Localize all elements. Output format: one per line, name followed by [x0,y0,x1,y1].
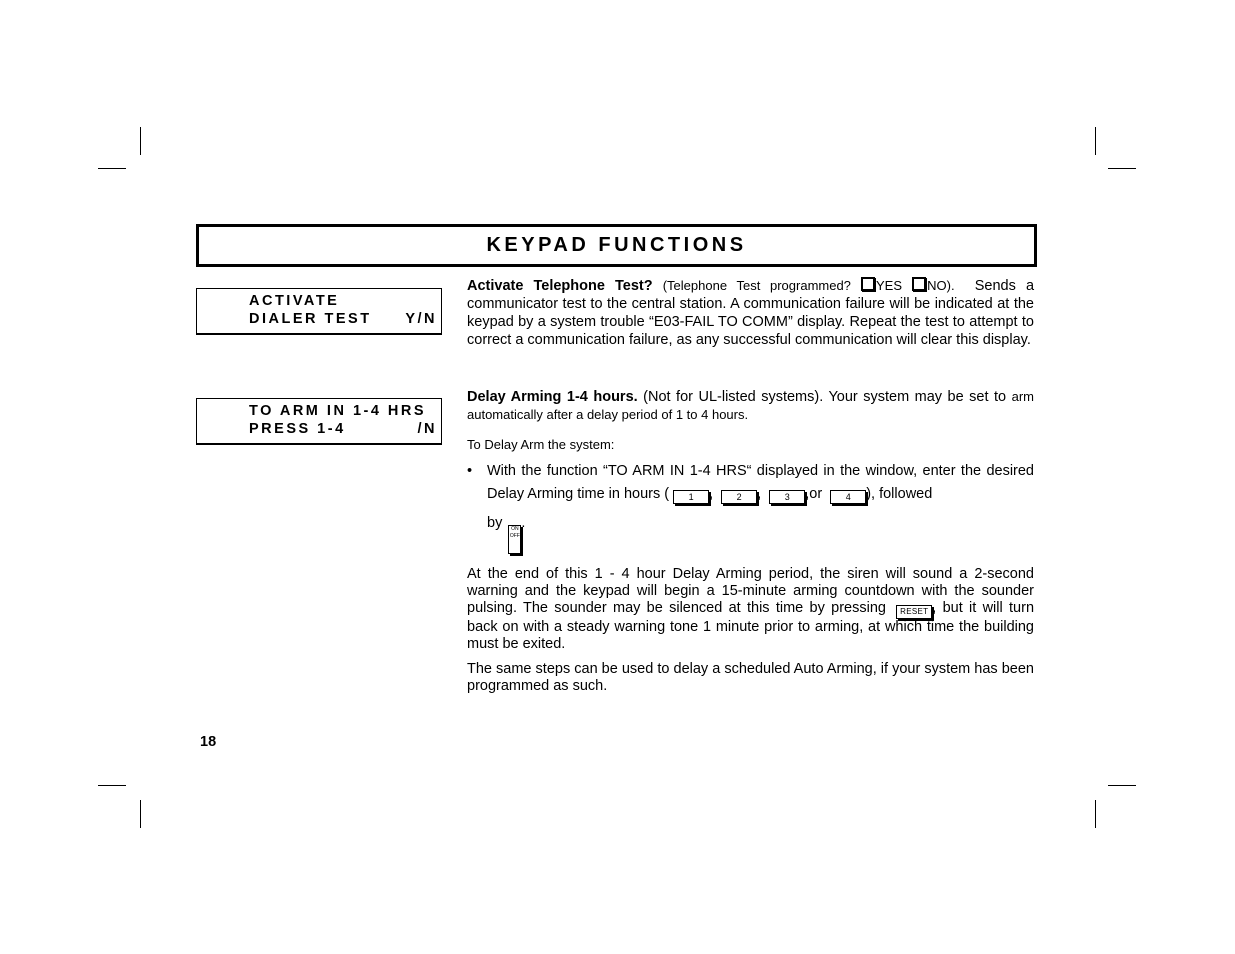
crop-mark [98,168,126,169]
lcd-display-delay-arm [196,398,442,445]
lcd-prompt: /N [417,421,437,437]
section-delay-arming [467,388,1034,554]
section-heading: Delay Arming 1-4 hours. [467,389,638,405]
body-text: With the function “TO ARM IN 1-4 HRS“ displayed in the window, enter the desired Delay Arming time in hours ( [487,463,1034,502]
body-text: ), followed [866,486,933,502]
body-text: (Not for UL-listed systems). Your system may be set to [643,389,1007,405]
crop-mark [1108,168,1136,169]
section-telephone-test [467,277,1034,349]
intro-text: To Delay Arm the system: [467,437,615,452]
crop-mark [1108,785,1136,786]
lcd-line-2 [249,311,437,327]
separator: , [709,486,714,502]
key-1-icon: 1 [673,490,709,504]
key-3-icon: 3 [769,490,805,504]
key-2-icon: 2 [721,490,757,504]
reset-key-icon: RESET [896,605,932,619]
section-delay-end [467,566,1034,695]
separator: ,or [805,486,823,502]
on-off-key-icon: ON OFF [508,525,521,554]
body-text: , but it will turn back on with a steady warning tone 1 minute prior to arming, at which time the building must be exited. [467,600,1035,652]
bullet-icon: • [467,463,473,479]
crop-mark [1095,800,1096,828]
checkbox-icon [912,277,926,291]
crop-mark [140,800,141,828]
crop-mark [1095,127,1096,155]
checkbox-icon [861,277,875,291]
list-item [467,460,1034,554]
lcd-line-1: ACTIVATE [249,293,340,309]
lcd-text: PRESS 1-4 [249,421,346,437]
lcd-prompt: Y/N [405,311,437,327]
body-text: The same steps can be used to delay a scheduled Auto Arming, if your system has been programmed as such. [467,661,1034,694]
section-heading: Activate Telephone Test? [467,278,653,294]
separator: , [757,486,762,502]
note-text: (Telephone Test programmed? [662,278,851,293]
crop-mark [140,127,141,155]
lcd-text: DIALER TEST [249,311,372,327]
body-text: by [487,515,503,531]
body-text: Sends a communicator test to the central station. A communication failure will be indicated at the keypad by a system trouble “E03-FAIL TO COMM” display. Repeat the test to attempt to correct a communication failure, as any successful communication will clear this display. [467,278,1035,348]
page-number: 18 [200,734,217,750]
body-text: . [521,515,526,531]
body-text: arm automatically after a delay period of 1 to 4 hours. [467,389,1034,422]
body-text: At the end of this 1 - 4 hour Delay Arming period, the siren will sound a 2-second warning and the keypad will begin a 15-minute arming countdown with the sounder pulsing. The sounder may be silenced at this time by pressing [467,566,1034,616]
page-title: KEYPAD FUNCTIONS [196,224,1037,267]
no-label: NO). [927,278,955,293]
lcd-line-1: TO ARM IN 1-4 HRS [249,403,427,419]
crop-mark [98,785,126,786]
lcd-line-2 [249,421,437,437]
key-4-icon: 4 [830,490,866,504]
yes-label: YES [876,278,903,293]
lcd-display-dialer-test [196,288,442,335]
